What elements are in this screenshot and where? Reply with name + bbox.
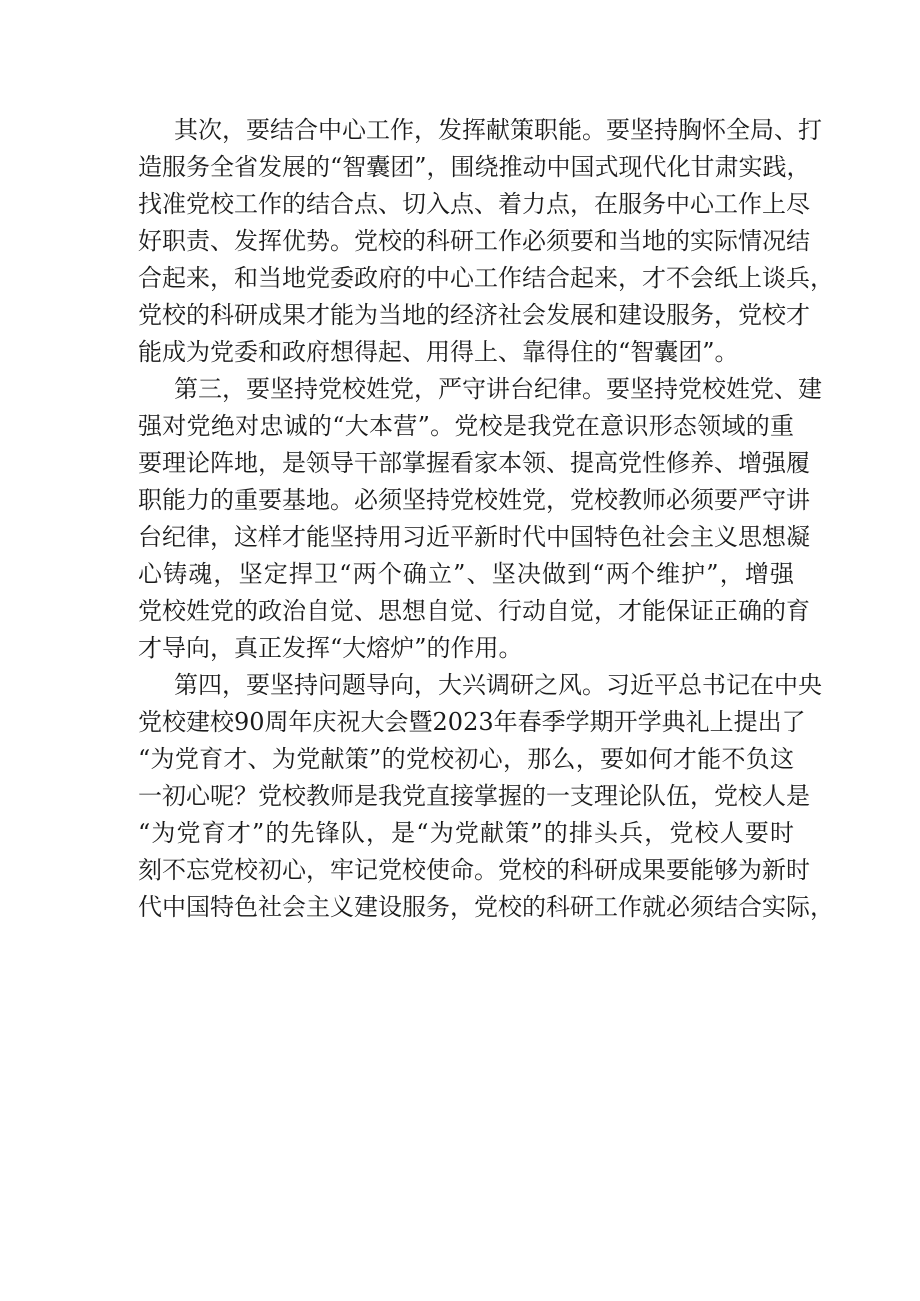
paragraph-line: 找准党校工作的结合点、切入点、着力点，在服务中心工作上尽 [138, 190, 810, 218]
paragraph-3 [138, 667, 834, 926]
paragraph-2 [138, 371, 822, 667]
document-body [138, 112, 834, 926]
paragraph-line: 强对党绝对忠诚的“大本营”。党校是我党在意识形态领域的重 [138, 412, 794, 440]
paragraph-line: 职能力的重要基地。必须坚持党校姓党，党校教师必须要严守讲 [138, 486, 810, 514]
paragraph-line: 刻不忘党校初心，牢记党校使命。党校的科研成果要能够为新时 [138, 856, 810, 884]
paragraph-line: 一初心呢？党校教师是我党直接掌握的一支理论队伍，党校人是 [138, 782, 810, 810]
paragraph-line: “为党育才”的先锋队，是“为党献策”的排头兵，党校人要时 [138, 819, 794, 847]
paragraph-line: 能成为党委和政府想得起、用得上、靠得住的“智囊团”。 [138, 338, 739, 366]
paragraph-line: 第三，要坚持党校姓党，严守讲台纪律。要坚持党校姓党、建 [174, 375, 822, 403]
paragraph-line: “为党育才、为党献策”的党校初心，那么，要如何才能不负这 [138, 745, 794, 773]
paragraph-line: 党校建校90周年庆祝大会暨2023年春季学期开学典礼上提出了 [138, 708, 806, 736]
paragraph-line: 第四，要坚持问题导向，大兴调研之风。习近平总书记在中央 [174, 671, 822, 699]
paragraph-line: 合起来，和当地党委政府的中心工作结合起来，才不会纸上谈兵， [138, 264, 834, 292]
paragraph-line: 好职责、发挥优势。党校的科研工作必须要和当地的实际情况结 [138, 227, 810, 255]
paragraph-line: 造服务全省发展的“智囊团”，围绕推动中国式现代化甘肃实践， [138, 153, 811, 181]
paragraph-line: 台纪律，这样才能坚持用习近平新时代中国特色社会主义思想凝 [138, 523, 810, 551]
paragraph-line: 心铸魂，坚定捍卫“两个确立”、坚决做到“两个维护”，增强 [138, 560, 794, 588]
paragraph-line: 党校姓党的政治自觉、思想自觉、行动自觉，才能保证正确的育 [138, 597, 810, 625]
paragraph-line: 其次，要结合中心工作，发挥献策职能。要坚持胸怀全局、打 [174, 116, 822, 144]
paragraph-line: 党校的科研成果才能为当地的经济社会发展和建设服务，党校才 [138, 301, 810, 329]
paragraph-line: 才导向，真正发挥“大熔炉”的作用。 [138, 634, 523, 662]
paragraph-1 [138, 112, 834, 371]
paragraph-line: 要理论阵地，是领导干部掌握看家本领、提高党性修养、增强履 [138, 449, 810, 477]
paragraph-line: 代中国特色社会主义建设服务，党校的科研工作就必须结合实际， [138, 893, 834, 921]
